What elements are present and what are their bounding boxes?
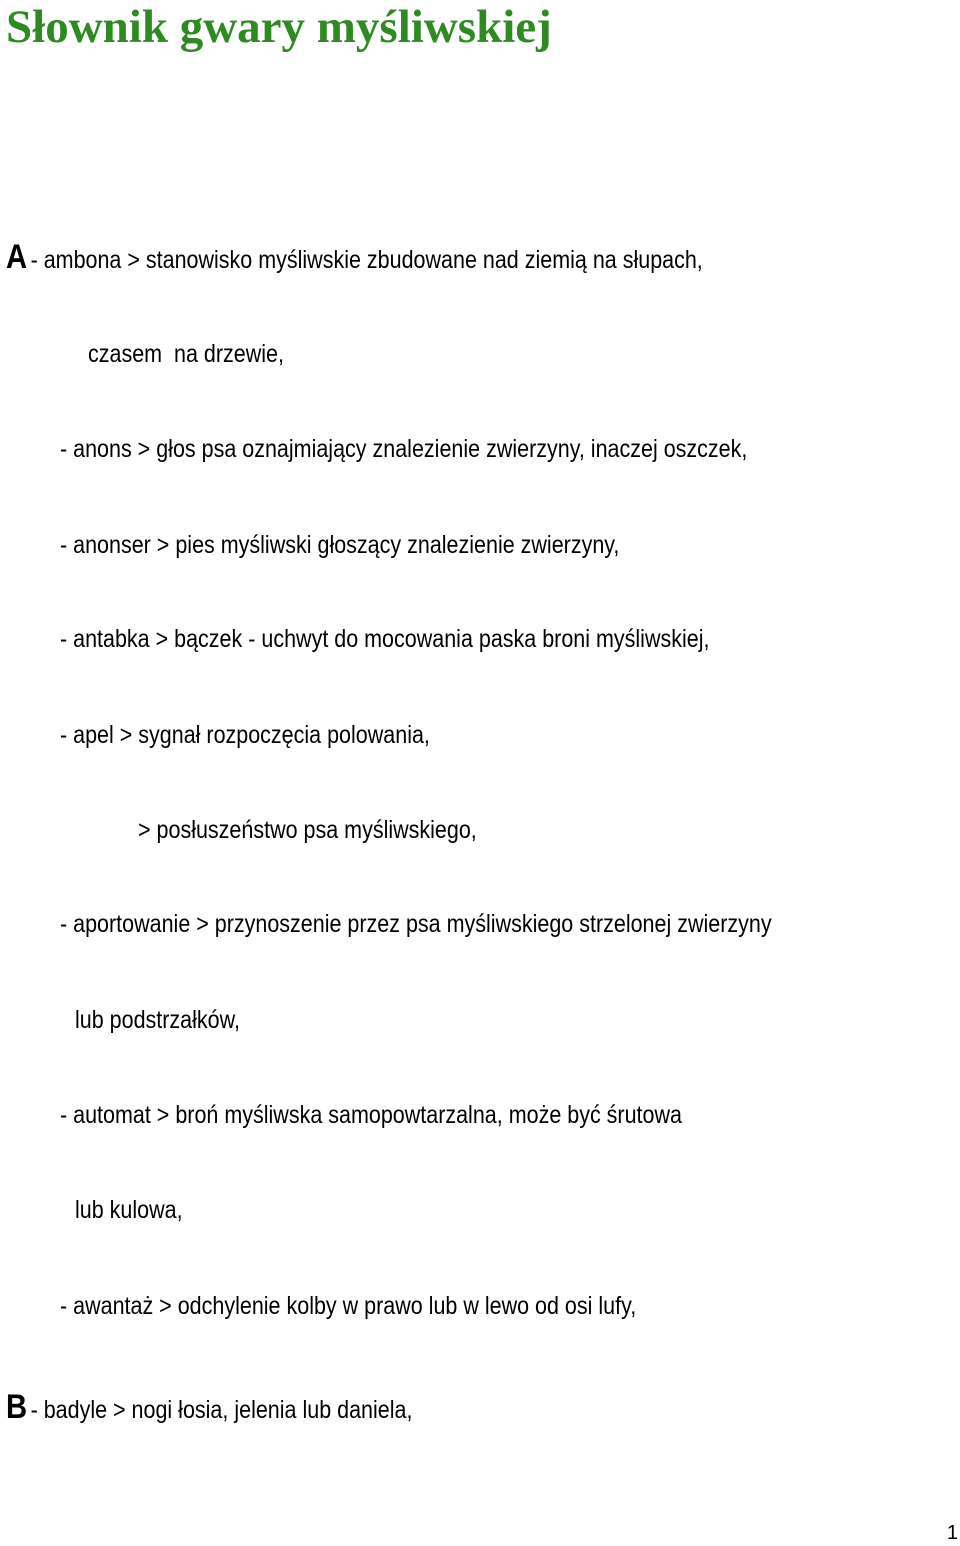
entry-text: - ambona > stanowisko myśliwskie zbudowane nad ziemią na słupach, [30, 246, 703, 274]
entry-apel-second-meaning [138, 814, 477, 846]
entry-awantaz [60, 1290, 636, 1322]
entry-text: lub kulowa, [75, 1196, 183, 1224]
entry-ambona [6, 238, 703, 276]
entry-text: - anonser > pies myśliwski głoszący znalezienie zwierzyny, [60, 531, 620, 559]
entry-text: > posłuszeństwo psa myśliwskiego, [138, 816, 477, 844]
entry-text: - automat > broń myśliwska samopowtarzalna, może być śrutowa [60, 1101, 682, 1129]
page-title: Słownik gwary myśliwskiej [6, 1, 552, 53]
entry-text: - aportowanie > przynoszenie przez psa myśliwskiego strzelonej zwierzyny [60, 910, 772, 938]
entry-text: - awantaż > odchylenie kolby w prawo lub w lewo od osi lufy, [60, 1292, 637, 1320]
entry-badyle [6, 1388, 413, 1426]
entry-anonser [60, 529, 619, 561]
entry-text: - antabka > bączek - uchwyt do mocowania paska broni myśliwskiej, [60, 625, 710, 653]
section-letter-a: A [6, 238, 28, 276]
entry-text: - anons > głos psa oznajmiający znalezienie zwierzyny, inaczej oszczek, [60, 435, 748, 463]
entry-text: lub podstrzałków, [75, 1006, 240, 1034]
entry-apel [60, 719, 430, 751]
entry-aportowanie [60, 908, 772, 940]
section-letter-b: B [6, 1388, 28, 1426]
entry-anons [60, 433, 747, 465]
entry-text: czasem na drzewie, [88, 340, 284, 368]
entry-automat [60, 1099, 682, 1131]
entry-continuation [75, 1004, 240, 1036]
entry-text: - badyle > nogi łosia, jelenia lub daniela, [30, 1396, 413, 1424]
entry-text: - apel > sygnał rozpoczęcia polowania, [60, 721, 430, 749]
entry-antabka [60, 623, 709, 655]
entry-continuation [88, 338, 284, 370]
entry-continuation [75, 1194, 183, 1226]
page-number: 1 [946, 1522, 958, 1544]
